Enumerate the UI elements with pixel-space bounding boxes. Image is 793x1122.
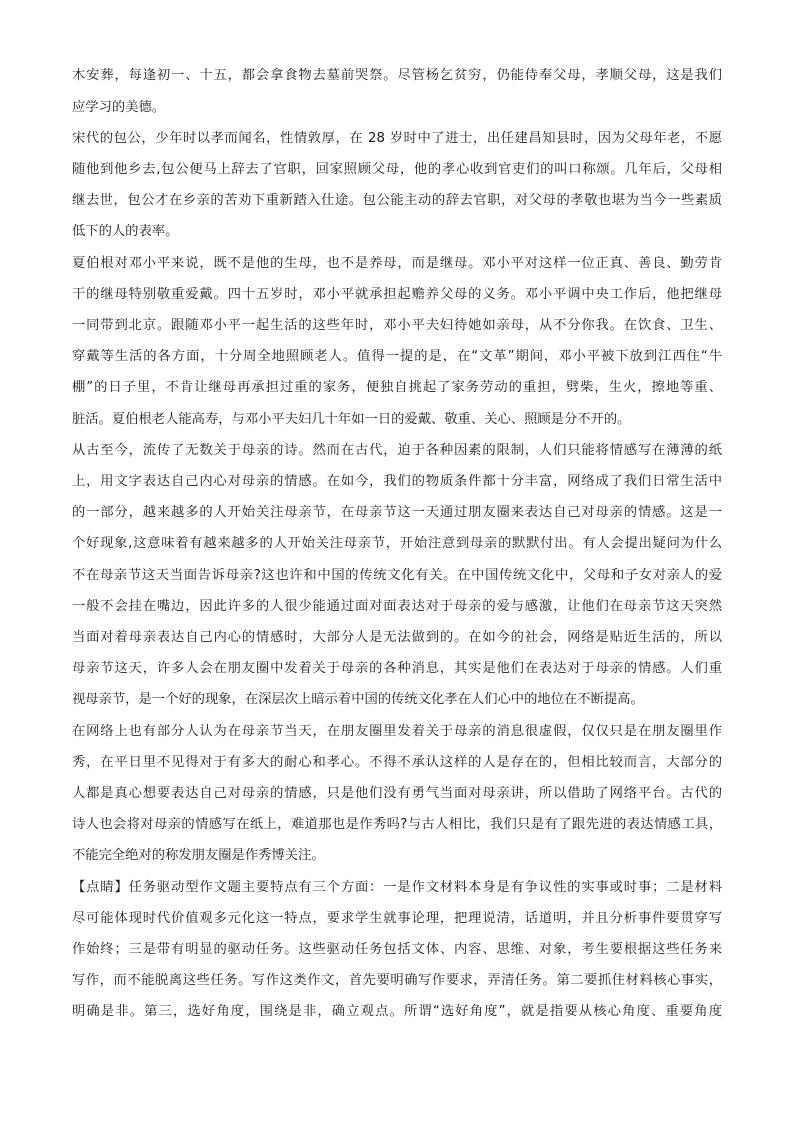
text-line: 低下的人的表率。 [72,224,179,239]
text-line: 明确是非。第三，选好角度，围绕是非，确立观点。所谓“选好角度”，就是指要从核心角度、重要角度 [72,1004,722,1019]
text-line: 继去世，包公才在乡亲的苦劝下重新踏入仕途。包公能主动的辞去官职，对父母的孝敬也堪为当今一些素质 [72,193,722,208]
text-line: 干的继母特别敬重爱戴。四十五岁时，邓小平就承担起赡养父母的义务。邓小平调中央工作后，他把继母 [72,287,722,302]
text-line: 人都是真心想要表达自己对母亲的情感，只是他们没有勇气当面对母亲讲，所以借助了网络平台。古代的 [72,786,722,801]
text-line: 当面对着母亲表达自己内心的情感时，大部分人是无法做到的。在如今的社会，网络是贴近生活的，所以 [72,630,722,645]
text-line: 不能完全绝对的称发朋友圈是作秀博关注。 [72,848,325,863]
text-line: 作始终；三是带有明显的驱动任务。这些驱动任务包括文体、内容、思维、对象，考生要根据这些任务来 [72,942,722,957]
text-line: 棚”的日子里，不肯让继母再承担过重的家务，便独自挑起了家务劳动的重担，劈柴，生火，擦地等重、 [72,380,722,395]
text-line: 尽可能体现时代价值观多元化这一特点，要求学生就事论理，把理说清，话道明，并且分析事件要贯穿写 [72,911,722,926]
text-line: 一般不会挂在嘴边，因此许多的人很少能通过面对面表达对于母亲的爱与感激，让他们在母亲节这天突然 [72,599,722,614]
text-line: 宋代的包公，少年时以孝而闻名，性情敦厚，在 28 岁时中了进士，出任建昌知县时，因为父母年老，不愿 [72,131,722,146]
text-line: 夏伯根对邓小平来说，既不是他的生母，也不是养母，而是继母。邓小平对这样一位正真、善良、勤劳肯 [72,256,722,271]
text-line: 从古至今，流传了无数关于母亲的诗。然而在古代，迫于各种因素的限制，人们只能将情感写在薄薄的纸 [72,443,722,458]
text-line: 一同带到北京。跟随邓小平一起生活的这些年时，邓小平夫妇待她如亲母，从不分你我。在饮食、卫生、 [72,318,722,333]
text-line: 视母亲节，是一个好的现象，在深层次上暗示着中国的传统文化孝在人们心中的地位在不断提高。 [72,692,644,707]
text-line: 诗人也会将对母亲的情感写在纸上，难道那也是作秀吗?与古人相比，我们只是有了跟先进的表达情感工具， [72,817,722,832]
text-line: 个好现象,这意味着有越来越多的人开始关注母亲节，开始注意到母亲的默默付出。有人会提出疑问为什么 [72,536,722,551]
text-line: 脏活。夏伯根老人能高寿，与邓小平夫妇几十年如一日的爱戴、敬重、关心、照顾是分不开的。 [72,412,631,427]
text-line: 母亲节这天，许多人会在朋友圈中发着关于母亲的各种消息，其实是他们在表达对于母亲的情感。人们重 [72,661,722,676]
text-line: 写作，而不能脱离这些任务。写作这类作文，首先要明确写作要求，弄清任务。第二要抓住材料核心事实， [72,973,722,988]
text-line: 不在母亲节这天当面告诉母亲?这也许和中国的传统文化有关。在中国传统文化中，父母和子女对亲人的爱 [72,568,722,583]
text-line: 应学习的美德。 [72,100,166,115]
text-line: 的一部分，越来越多的人开始关注母亲节，在母亲节这一天通过朋友圈来表达自己对母亲的情感。这是一 [72,505,722,520]
text-line: 穿戴等生活的各方面，十分周全地照顾老人。值得一提的是，在“文革”期间，邓小平被下放到江西住“牛 [72,349,722,364]
text-line: 随他到他乡去,包公便马上辞去了官职，回家照顾父母，他的孝心收到官吏们的叫口称颂。几年后，父母相 [72,162,722,177]
text-line: 上，用文字表达自己内心对母亲的情感。在如今，我们的物质条件都十分丰富，网络成了我们日常生活中 [72,474,722,489]
text-line: 秀，在平日里不见得对于有多大的耐心和孝心。不得不承认这样的人是存在的，但相比较而言，大部分的 [72,755,722,770]
text-line: 【点睛】任务驱动型作文题主要特点有三个方面：一是作文材料本身是有争议性的实事或时事；二是材料 [72,880,722,895]
text-line: 木安葬，每逢初一、十五，都会拿食物去墓前哭祭。尽管杨乞贫穷，仍能侍奉父母，孝顺父母，这是我们 [72,68,722,83]
text-line: 在网络上也有部分人认为在母亲节当天，在朋友圈里发着关于母亲的消息很虚假，仅仅只是在朋友圈里作 [72,724,722,739]
